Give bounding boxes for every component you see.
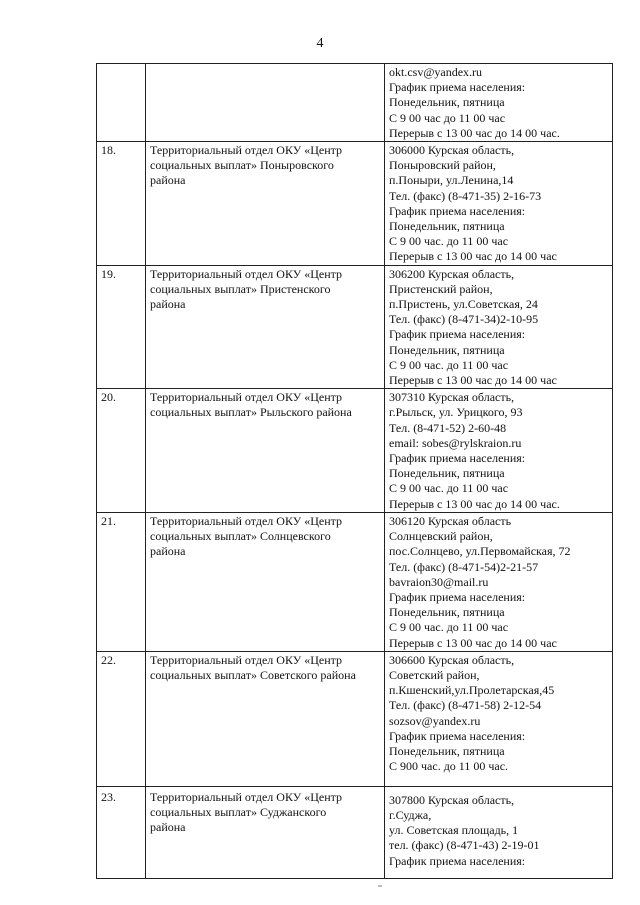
offices-table bbox=[96, 63, 613, 879]
email-line: okt.csv@yandex.ru bbox=[389, 65, 483, 79]
office-name-cell bbox=[146, 512, 385, 651]
office-name-line: Территориальный отдел ОКУ «Центр bbox=[150, 266, 343, 281]
office-name-line: района bbox=[150, 173, 186, 188]
row-number: 22. bbox=[97, 651, 146, 786]
schedule-days: Понедельник, пятница bbox=[389, 466, 505, 481]
row-number: 18. bbox=[97, 142, 146, 266]
table-row bbox=[97, 142, 613, 266]
schedule-heading: График приема населения: bbox=[389, 80, 526, 95]
address-line: Советский район, bbox=[389, 667, 480, 682]
schedule-days: Понедельник, пятница bbox=[389, 342, 505, 357]
row-number: 20. bbox=[97, 389, 146, 513]
office-name-line: района bbox=[150, 820, 186, 835]
schedule-days: Понедельник, пятница bbox=[389, 219, 505, 234]
schedule-heading: График приема населения: bbox=[389, 728, 526, 743]
office-address-cell bbox=[385, 265, 613, 389]
table-row bbox=[97, 651, 613, 786]
schedule-days: Понедельник, пятница bbox=[389, 95, 505, 110]
phone-line: Тел. (факс) (8-471-54)2-21-57 bbox=[389, 559, 539, 574]
office-name-line: социальных выплат» Солнцевского bbox=[150, 529, 331, 544]
office-name-cell bbox=[146, 265, 385, 389]
office-name-cell bbox=[146, 64, 385, 142]
schedule-hours: С 9 00 час. до 11 00 час bbox=[389, 234, 509, 249]
table-row bbox=[97, 786, 613, 878]
address-line: Пристенский район, bbox=[389, 281, 493, 296]
schedule-hours: С 9 00 час. до 11 00 час bbox=[389, 481, 509, 496]
address-line: 306120 Курская область bbox=[389, 513, 512, 528]
scan-speck bbox=[378, 885, 382, 887]
phone-line: Тел. (8-471-52) 2-60-48 bbox=[389, 420, 507, 435]
office-name-line: Территориальный отдел ОКУ «Центр bbox=[150, 390, 343, 405]
row-number: 19. bbox=[97, 265, 146, 389]
schedule-break: Перерыв с 13 00 час до 14 00 час bbox=[389, 635, 557, 650]
schedule-heading: График приема населения: bbox=[389, 327, 526, 342]
phone-line: Тел. (факс) (8-471-34)2-10-95 bbox=[389, 312, 539, 327]
schedule-heading: График приема населения: bbox=[389, 589, 526, 604]
schedule-hours: С 9 00 час. до 11 00 час bbox=[389, 357, 509, 372]
schedule-days: Понедельник, пятница bbox=[389, 605, 505, 620]
email-line: sozsov@yandex.ru bbox=[389, 713, 481, 728]
phone-line: Тел. (факс) (8-471-35) 2-16-73 bbox=[389, 188, 542, 203]
office-name-line: социальных выплат» Пристенского bbox=[150, 281, 331, 296]
address-line: 306600 Курская область, bbox=[389, 652, 515, 667]
address-line: Солнцевский район, bbox=[389, 529, 493, 544]
office-address-cell bbox=[385, 389, 613, 513]
address-line: г.Суджа, bbox=[389, 807, 432, 822]
schedule-break: Перерыв с 13 00 час до 14 00 час. bbox=[389, 125, 560, 140]
table-row bbox=[97, 389, 613, 513]
address-line: г.Рыльск, ул. Урицкого, 93 bbox=[389, 405, 523, 420]
email-line: bavraion30@mail.ru bbox=[389, 574, 489, 589]
schedule-heading: График приема населения: bbox=[389, 203, 526, 218]
office-name-line: района bbox=[150, 297, 186, 312]
table-row bbox=[97, 64, 613, 142]
address-line: Поныровский район, bbox=[389, 158, 496, 173]
row-number: 21. bbox=[97, 512, 146, 651]
phone-line: Тел. (факс) (8-471-58) 2-12-54 bbox=[389, 698, 542, 713]
address-line: 306000 Курская область, bbox=[389, 143, 515, 158]
schedule-break: Перерыв с 13 00 час до 14 00 час bbox=[389, 249, 557, 264]
office-address-cell bbox=[385, 512, 613, 651]
office-address-cell bbox=[385, 651, 613, 786]
schedule-days: Понедельник, пятница bbox=[389, 743, 505, 758]
office-name-cell bbox=[146, 786, 385, 878]
address-line: ул. Советская площадь, 1 bbox=[389, 823, 519, 838]
row-number-cell bbox=[97, 64, 146, 142]
office-name-line: социальных выплат» Рыльского района bbox=[150, 405, 352, 420]
office-name-line: района bbox=[150, 544, 186, 559]
phone-line: тел. (факс) (8-471-43) 2-19-01 bbox=[389, 838, 540, 853]
schedule-heading: График приема населения: bbox=[389, 451, 526, 466]
address-line: 307310 Курская область, bbox=[389, 390, 515, 405]
office-name-cell bbox=[146, 651, 385, 786]
office-name-line: социальных выплат» Суджанского bbox=[150, 804, 327, 819]
office-name-line: Территориальный отдел ОКУ «Центр bbox=[150, 789, 343, 804]
address-line: п.Пристень, ул.Советская, 24 bbox=[389, 297, 538, 312]
page-number: 4 bbox=[316, 36, 324, 51]
office-name-line: Территориальный отдел ОКУ «Центр bbox=[150, 513, 343, 528]
office-name-line: Территориальный отдел ОКУ «Центр bbox=[150, 652, 343, 667]
office-name-line: социальных выплат» Советского района bbox=[150, 667, 356, 682]
office-name-line: социальных выплат» Поныровского bbox=[150, 158, 334, 173]
office-name-cell bbox=[146, 142, 385, 266]
office-name-line: Территориальный отдел ОКУ «Центр bbox=[150, 143, 343, 158]
schedule-break: Перерыв с 13 00 час до 14 00 час bbox=[389, 373, 557, 388]
schedule-hours: С 9 00 час до 11 00 час bbox=[389, 110, 506, 125]
address-line: п.Поныри, ул.Ленина,14 bbox=[389, 173, 514, 188]
table-row bbox=[97, 512, 613, 651]
schedule-hours: С 9 00 час. до 11 00 час bbox=[389, 620, 509, 635]
email-line: email: sobes@rylskraion.ru bbox=[389, 435, 522, 450]
office-address-cell bbox=[385, 786, 613, 878]
address-line: 306200 Курская область, bbox=[389, 266, 515, 281]
office-address-cell bbox=[385, 142, 613, 266]
row-number: 23. bbox=[97, 786, 146, 878]
schedule-hours: С 900 час. до 11 00 час. bbox=[389, 759, 509, 774]
office-address-cell bbox=[385, 64, 613, 142]
office-name-cell bbox=[146, 389, 385, 513]
address-line: п.Кшенский,ул.Пролетарская,45 bbox=[389, 683, 555, 698]
schedule-heading: График приема населения: bbox=[389, 853, 526, 868]
table-row bbox=[97, 265, 613, 389]
address-line: 307800 Курская область, bbox=[389, 792, 515, 807]
schedule-break: Перерыв с 13 00 час до 14 00 час. bbox=[389, 496, 560, 511]
address-line: пос.Солнцево, ул.Первомайская, 72 bbox=[389, 544, 571, 559]
